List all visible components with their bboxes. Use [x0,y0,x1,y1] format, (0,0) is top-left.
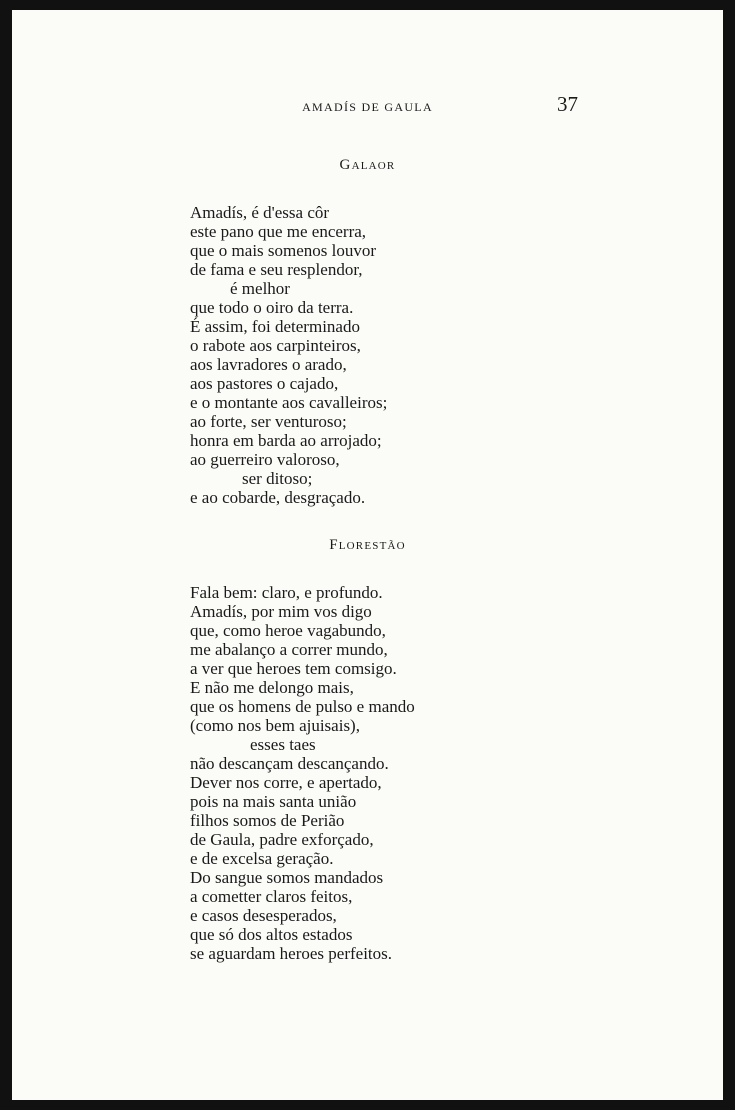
verse-line: ao guerreiro valoroso, [190,450,340,469]
verse-line: pois na mais santa união [190,792,357,811]
book-page [12,10,723,1100]
verse-line: e ao cobarde, desgraçado. [190,488,366,507]
verse-line: a cometter claros feitos, [190,887,353,906]
verse-line: não descançam descançando. [190,754,389,773]
verse-line: que todo o oiro da terra. [190,298,354,317]
page-header [12,92,723,122]
verse-line: este pano que me encerra, [190,222,367,241]
verse-line: me abalanço a correr mundo, [190,640,388,659]
verse-line: Amadís, por mim vos digo [190,602,372,621]
verse-line: ao forte, ser venturoso; [190,412,347,431]
verse-line: Fala bem: claro, e profundo. [190,583,383,602]
verse-line: que o mais somenos louvor [190,241,377,260]
verse-line: Dever nos corre, e apertado, [190,773,382,792]
verse-line: e de excelsa geração. [190,849,334,868]
verse-line: que, como heroe vagabundo, [190,621,386,640]
verse-line: se aguardam heroes perfeitos. [190,944,393,963]
verse-line: é melhor [230,279,290,298]
verse-line: que só dos altos estados [190,925,353,944]
verse-line: Do sangue somos mandados [190,868,384,887]
speaker-heading-galaor: Galaor [339,157,396,173]
verse-line: e casos desesperados, [190,906,337,925]
verse-line: aos lavradores o arado, [190,355,347,374]
verse-line: filhos somos de Perião [190,811,345,830]
verse-line: a ver que heroes tem comsigo. [190,659,397,678]
verse-stanza-galaor [190,203,490,507]
verse-line: (como nos bem ajuisais), [190,716,360,735]
verse-line: esses taes [250,735,316,754]
verse-line: É assim, foi determinado [190,317,360,336]
speaker-heading-florestao: Florestão [329,537,406,553]
verse-line: honra em barda ao arrojado; [190,431,382,450]
verse-line: que os homens de pulso e mando [190,697,415,716]
verse-line: ser ditoso; [242,469,313,488]
verse-line: o rabote aos carpinteiros, [190,336,361,355]
page-number: 37 [557,92,578,116]
verse-line: de Gaula, padre exforçado, [190,830,374,849]
running-title: AMADÍS DE GAULA [302,100,433,114]
verse-line: aos pastores o cajado, [190,374,339,393]
verse-line: e o montante aos cavalleiros; [190,393,388,412]
verse-line: Amadís, é d'essa côr [190,203,330,222]
verse-line: de fama e seu resplendor, [190,260,363,279]
verse-line: E não me delongo mais, [190,678,354,697]
verse-stanza-florestao [190,583,490,963]
